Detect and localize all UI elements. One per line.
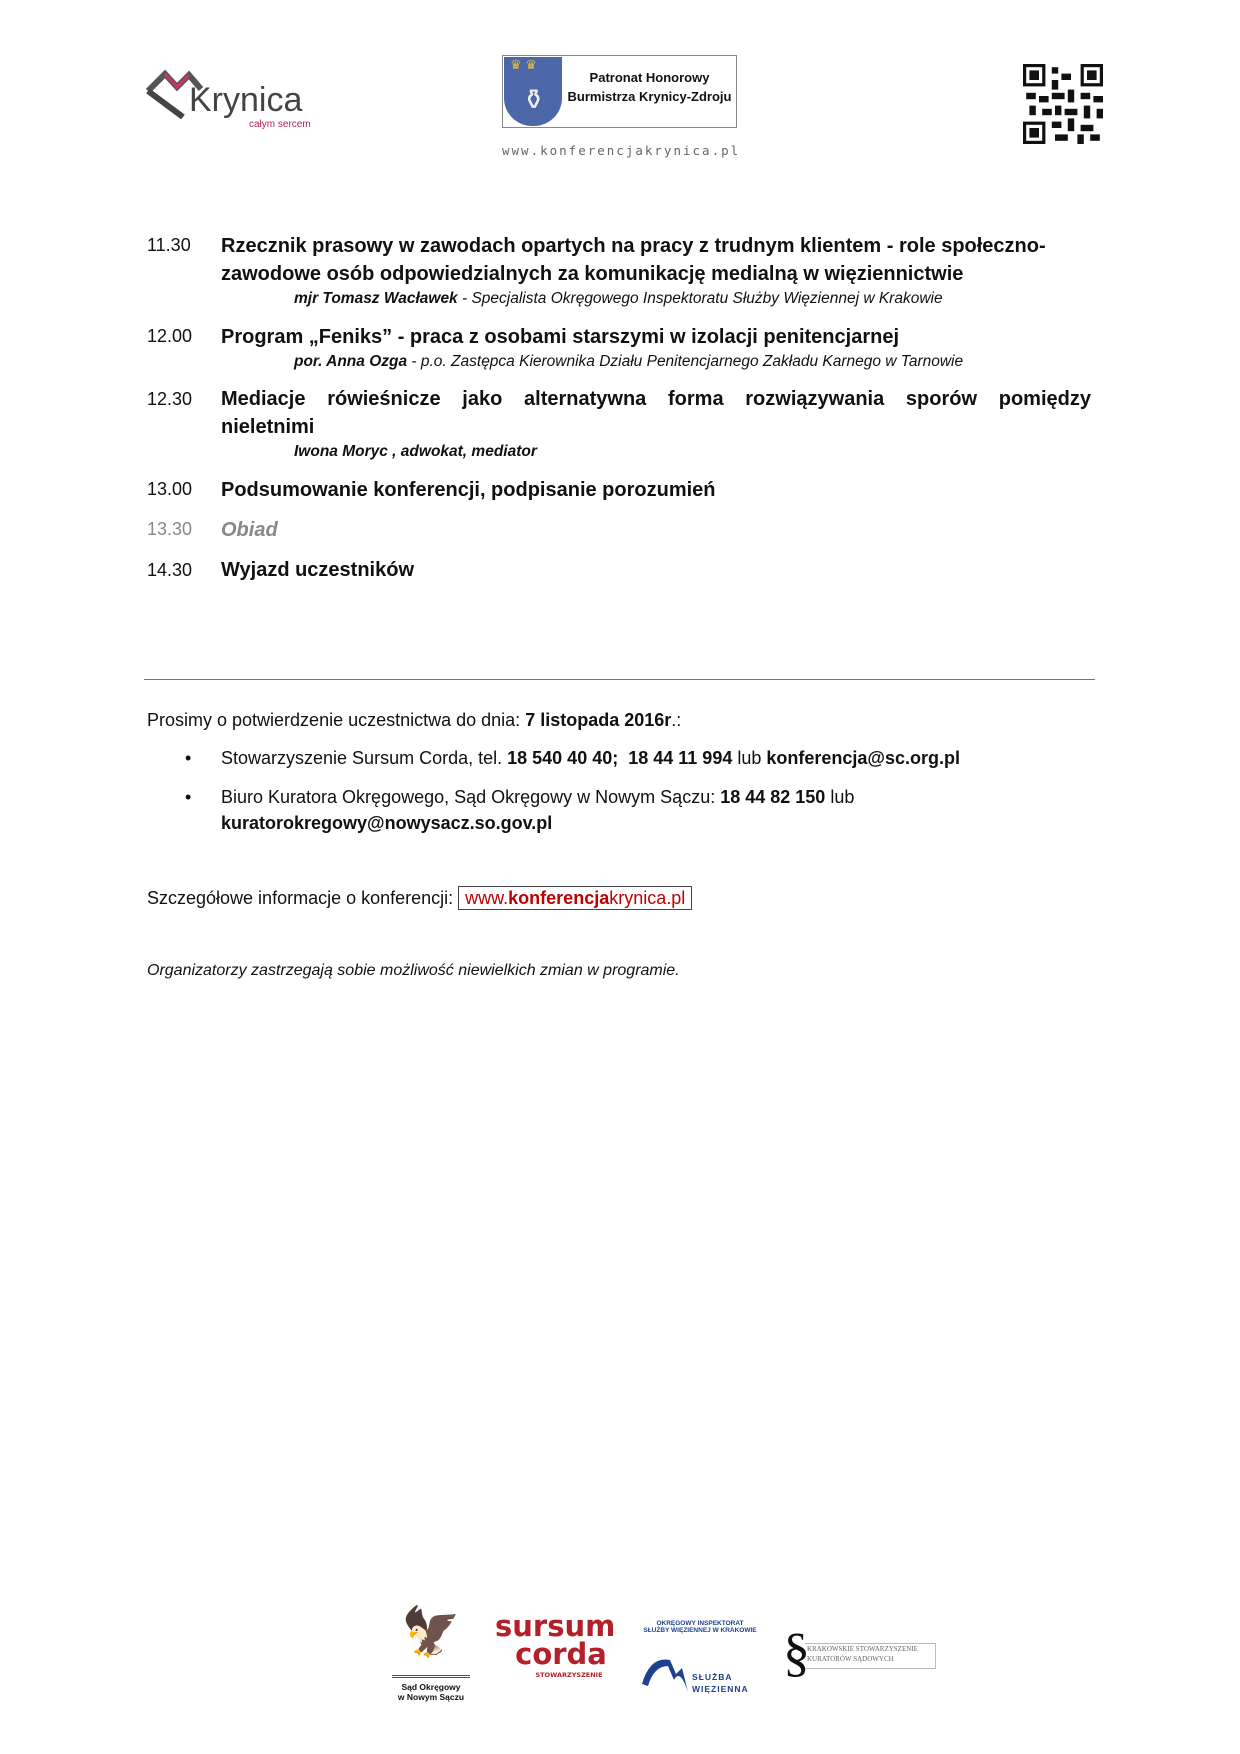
deadline: 7 listopada 2016r (525, 710, 672, 730)
logo-text: SŁUŻBY WIĘZIENNEJ W KRAKOWIE (643, 1627, 757, 1634)
logo-text: KURATORÓW SĄDOWYCH (807, 1655, 894, 1663)
chevron-emblem-icon (392, 1663, 470, 1678)
link-part: www. (465, 888, 509, 908)
speaker-name: Iwona Moryc , adwokat, mediator (294, 443, 537, 460)
logo-text: KRAKOWSKIE STOWARZYSZENIE (807, 1645, 918, 1653)
logo-text: corda (515, 1637, 607, 1671)
contact-phone: 18 44 82 150 (720, 787, 826, 807)
eagle-emblem-icon: 🦅 (401, 1606, 461, 1659)
deadline-suffix: .: (671, 710, 682, 730)
disclaimer: Organizatorzy zastrzegają sobie możliwość niewielkich zmian w programie. (147, 962, 680, 979)
contact-email[interactable]: kuratorokregowy@nowysacz.so.gov.pl (221, 813, 553, 833)
speaker-name: mjr Tomasz Wacławek (294, 290, 458, 307)
session-title-1300: Podsumowanie konferencji, podpisanie porozumień (221, 479, 716, 501)
logo-text: Sąd Okręgowy (401, 1682, 461, 1692)
session-title-1200: Program „Feniks” - praca z osobami starszymi w izolacji penitencjarnej (221, 326, 899, 348)
time-1330: 13.30 (147, 519, 193, 539)
contact-or: lub (732, 748, 767, 768)
session-title-1330: Obiad (221, 519, 278, 541)
time-1200: 12.00 (147, 326, 193, 346)
bullet-icon: • (185, 787, 192, 807)
intro-text: Prosimy o potwierdzenie uczestnictwa do dnia: (147, 710, 526, 730)
details-link[interactable] (458, 886, 692, 910)
session-title-1430: Wyjazd uczestników (221, 559, 415, 581)
qr-code-icon (1023, 64, 1103, 144)
details-label: Szczegółowe informacje o konferencji: (147, 888, 459, 908)
session-title-line: zawodowe osób odpowiedzialnych za komunikację medialną w więziennictwie (221, 263, 964, 285)
logo-sluzba-wiezienna (630, 1620, 770, 1694)
logo-text: w Nowym Sączu (397, 1692, 465, 1702)
krynica-logo (143, 69, 323, 133)
contact-biuro-kuratora (221, 784, 854, 836)
time-1300: 13.00 (147, 479, 193, 499)
contact-phone: 18 540 40 40; (507, 748, 619, 768)
logo-name: Krynica (189, 81, 303, 119)
link-part: konferencja (508, 888, 610, 908)
speaker-name: por. Anna Ozga (294, 353, 408, 370)
contact-phone: 18 44 11 994 (628, 748, 733, 768)
logo-kskss (783, 1622, 943, 1691)
logo-text: SŁUŻBA (692, 1672, 733, 1682)
link-part: krynica.pl (609, 888, 686, 908)
logo-sad-okregowy (388, 1603, 474, 1713)
contact-or: lub (825, 787, 855, 807)
patronage-line1: Patronat Honorowy (589, 70, 710, 85)
speaker-role: - Specjalista Okręgowego Inspektoratu Służby Więziennej w Krakowie (457, 290, 943, 307)
contact-sursum-corda (221, 745, 960, 771)
patronage-box (502, 55, 737, 128)
header-website[interactable]: www.konferencjakrynica.pl (502, 143, 741, 158)
speaker-1200 (294, 353, 963, 371)
contact-org: Biuro Kuratora Okręgowego, Sąd Okręgowy w Nowym Sączu: (221, 787, 721, 807)
session-title-1130 (221, 232, 1091, 288)
speaker-1130 (294, 290, 943, 308)
speaker-1230 (294, 443, 537, 461)
contact-email[interactable]: konferencja@sc.org.pl (766, 748, 960, 768)
logo-text: WIĘZIENNA (692, 1684, 749, 1694)
logo-text: sursum (495, 1609, 616, 1643)
session-title-line: Rzecznik prasowy w zawodach opartych na pracy z trudnym klientem - role społeczno- (221, 235, 1046, 257)
confirmation-intro (147, 710, 681, 731)
session-title-line: nieletnimi (221, 416, 315, 438)
time-1130: 11.30 (147, 235, 191, 255)
contact-org: Stowarzyszenie Sursum Corda, tel. (221, 748, 508, 768)
details-line (147, 888, 692, 909)
paragraph-icon: § (783, 1622, 810, 1682)
speaker-role: - p.o. Zastępca Kierownika Działu Penitencjarnego Zakładu Karnego w Tarnowie (407, 353, 964, 370)
session-title-line: Mediacje rówieśnicze jako alternatywna forma rozwiązywania sporów pomiędzy (221, 388, 1091, 410)
logo-tagline: całym sercem (249, 119, 311, 130)
time-1430: 14.30 (147, 560, 193, 580)
sw-emblem-icon (640, 1654, 690, 1696)
logo-text: STOWARZYSZENIE (535, 1671, 603, 1679)
divider (144, 679, 1095, 680)
coat-of-arms-icon: ♛ ♛ ⚱ (504, 57, 562, 126)
logo-sursum-corda (495, 1609, 616, 1679)
logo-text: OKRĘGOWY INSPEKTORAT (656, 1620, 744, 1627)
time-1230: 12.30 (147, 389, 193, 409)
bullet-icon: • (185, 748, 192, 768)
session-title-1230 (221, 385, 1091, 441)
patronage-line2: Burmistrza Krynicy-Zdroju (567, 89, 732, 104)
